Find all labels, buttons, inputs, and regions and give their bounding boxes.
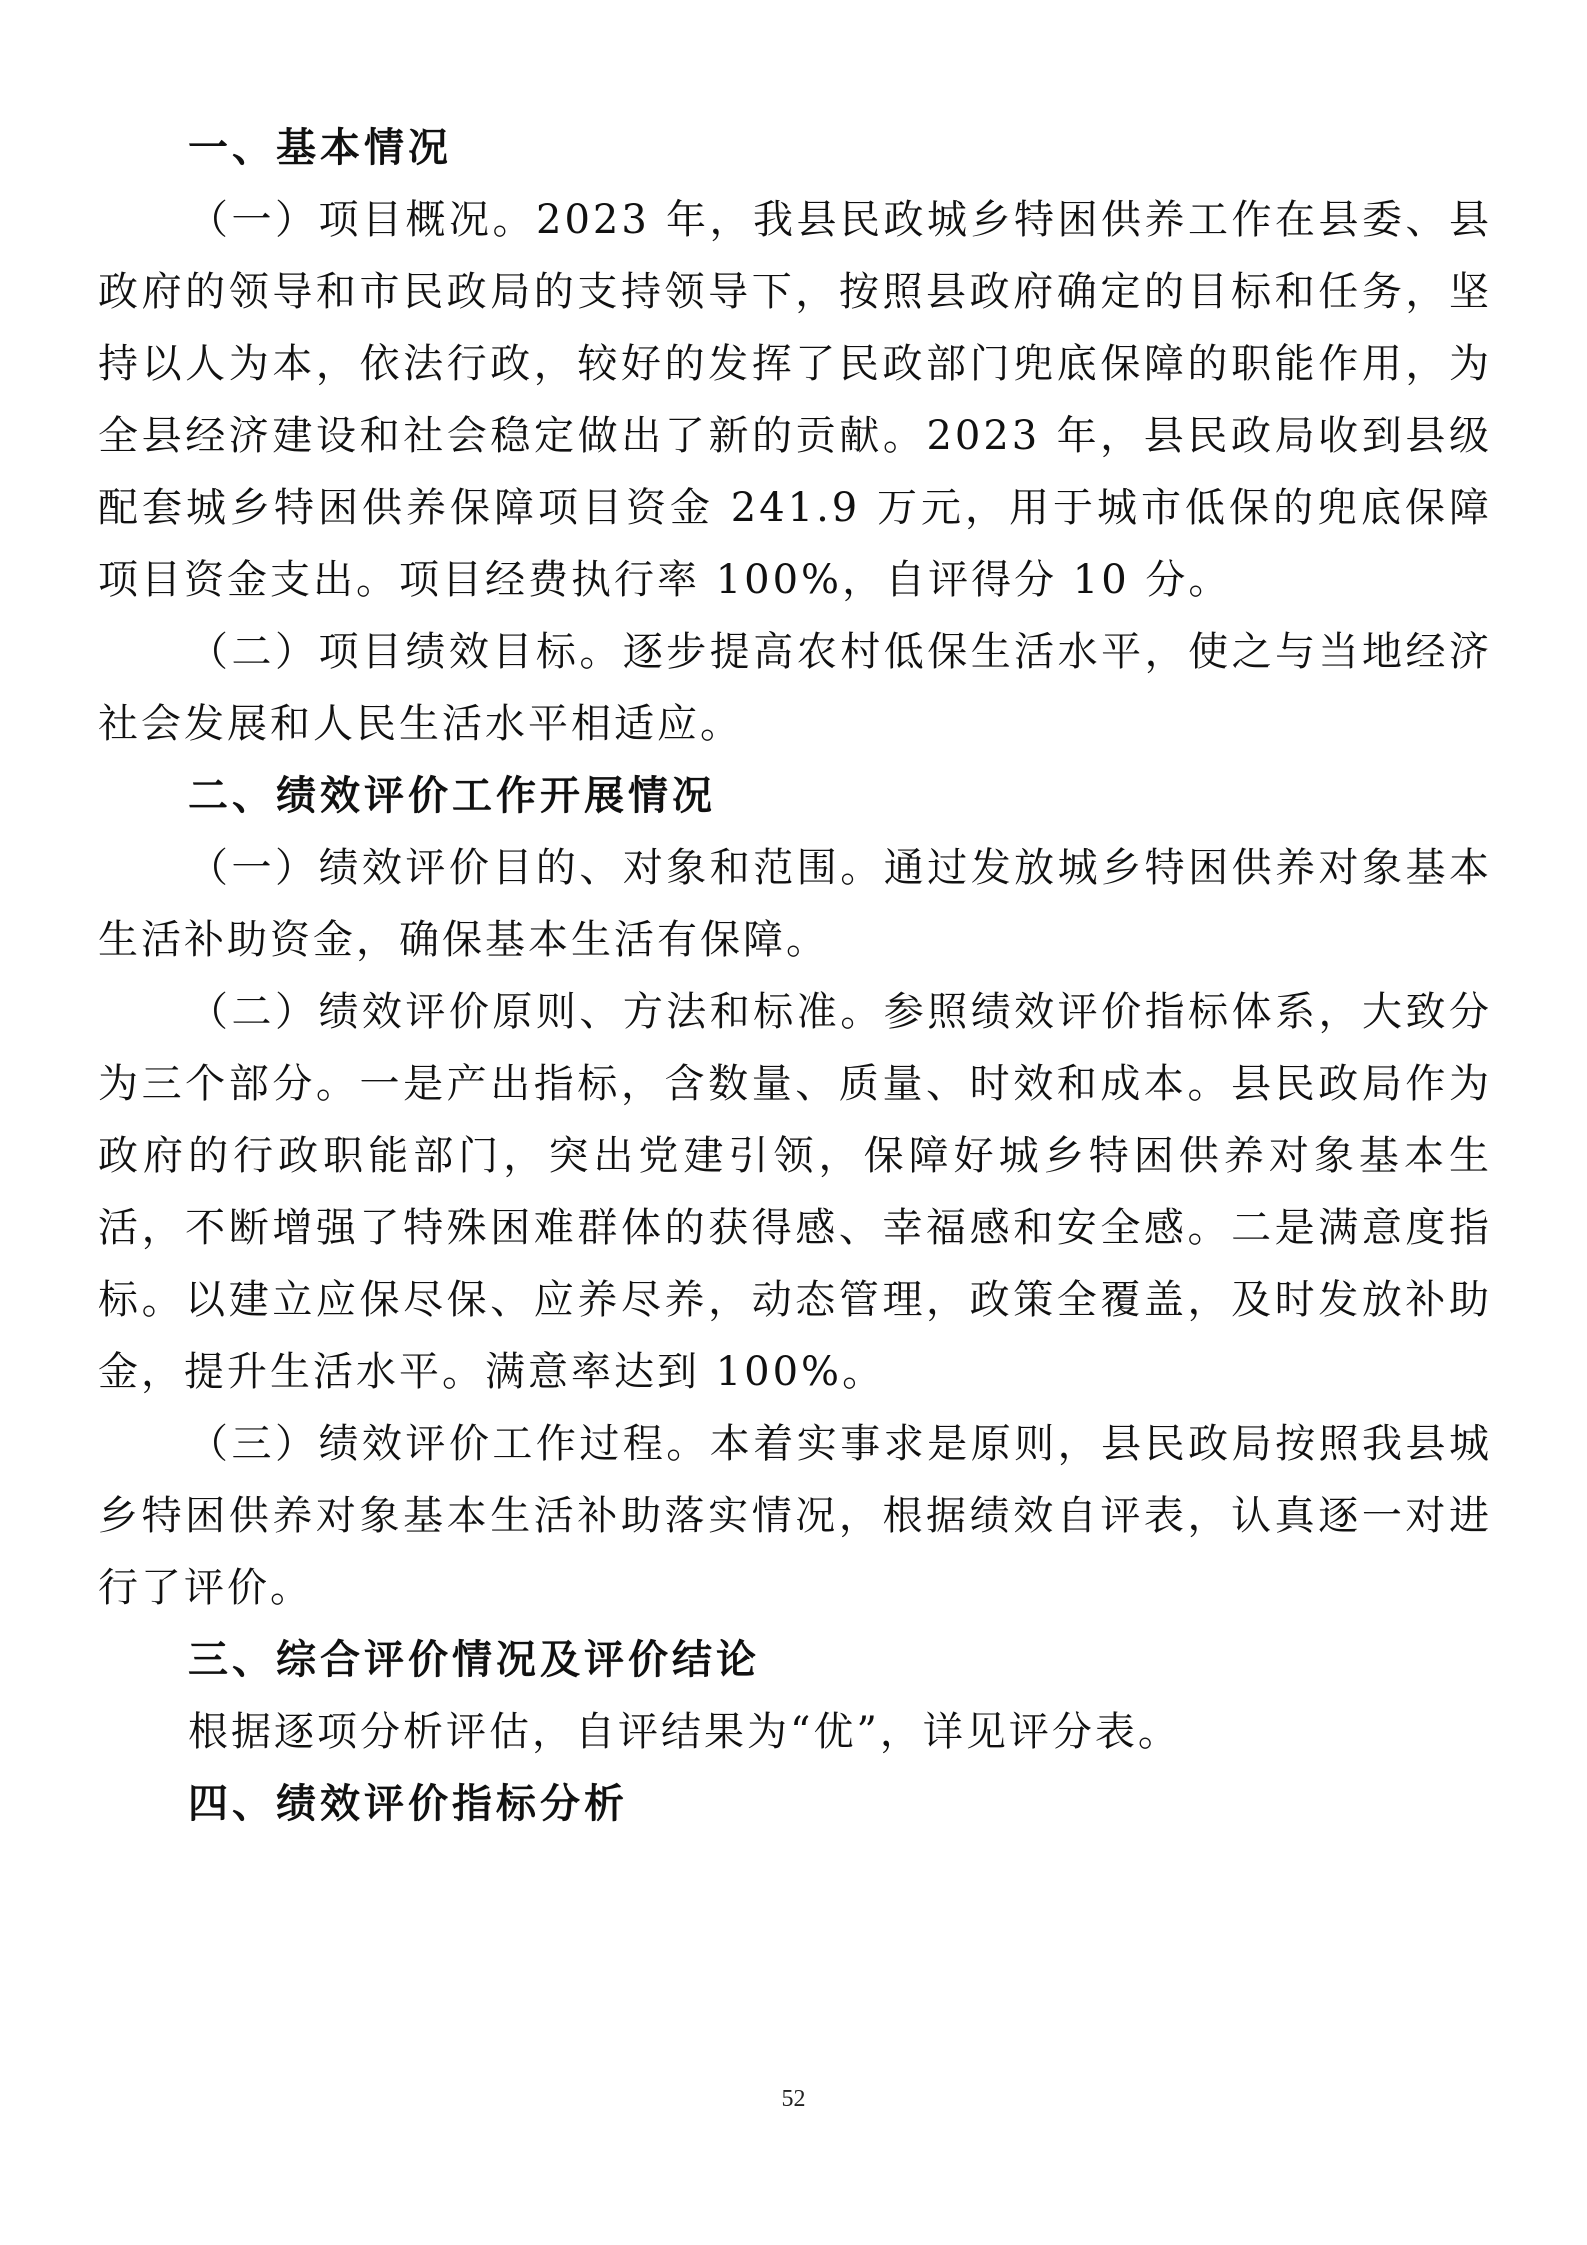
document-body — [98, 112, 1492, 1840]
paragraph-evaluation-result: 根据逐项分析评估，自评结果为“优”，详见评分表。 — [188, 1709, 1181, 1755]
section-heading-indicator-analysis: 四、绩效评价指标分析 — [188, 1781, 628, 1827]
paragraph-evaluation-purpose: （一）绩效评价目的、对象和范围。通过发放城乡特困供养对象基本生活补助资金，确保基本生活有保障。 — [98, 845, 1492, 963]
paragraph-project-overview: （一）项目概况。2023 年，我县民政城乡特困供养工作在县委、县政府的领导和市民政局的支持领导下，按照县政府确定的目标和任务，坚持以人为本，依法行政，较好的发挥了民政部门兜底保障的职能作用，为全县经济建设和社会稳定做出了新的贡献。2023 年，县民政局收到县级配套城乡特困供养保障项目资金 241.9 万元，用于城市低保的兜底保障项目资金支出。项目经费执行率 100%，自评得分 10 分。 — [98, 197, 1492, 603]
section-heading-comprehensive-evaluation: 三、综合评价情况及评价结论 — [188, 1637, 760, 1683]
section-heading-evaluation-work: 二、绩效评价工作开展情况 — [188, 773, 716, 819]
paragraph-evaluation-principles: （二）绩效评价原则、方法和标准。参照绩效评价指标体系，大致分为三个部分。一是产出指标，含数量、质量、时效和成本。县民政局作为政府的行政职能部门，突出党建引领，保障好城乡特困供养对象基本生活，不断增强了特殊困难群体的获得感、幸福感和安全感。二是满意度指标。以建立应保尽保、应养尽养，动态管理，政策全覆盖，及时发放补助金，提升生活水平。满意率达到 100%。 — [98, 989, 1492, 1395]
page-number: 52 — [781, 2086, 806, 2112]
paragraph-evaluation-process: （三）绩效评价工作过程。本着实事求是原则，县民政局按照我县城乡特困供养对象基本生活补助落实情况，根据绩效自评表，认真逐一对进行了评价。 — [98, 1421, 1492, 1611]
paragraph-performance-goal: （二）项目绩效目标。逐步提高农村低保生活水平，使之与当地经济社会发展和人民生活水平相适应。 — [98, 629, 1492, 747]
section-heading-basic-info: 一、基本情况 — [188, 125, 452, 171]
